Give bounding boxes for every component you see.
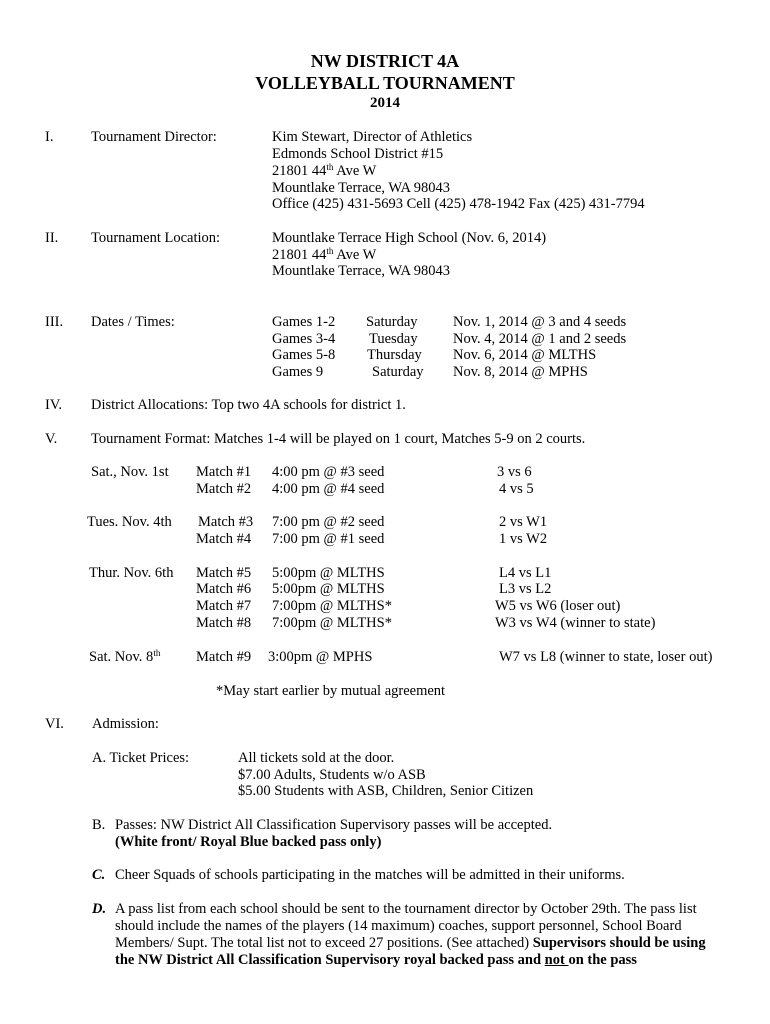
match-label: Match #6 [196, 581, 252, 597]
section-5-number: V. [45, 431, 58, 447]
match-label: Match #1 [196, 464, 252, 480]
director-name: Kim Stewart, Director of Athletics [272, 129, 473, 145]
match-pairing: 2 vs W1 [499, 514, 548, 530]
match-pairing: L3 vs L2 [499, 581, 552, 597]
ticket-prices-label: A. Ticket Prices: [92, 750, 190, 766]
match-label: Match #5 [196, 565, 252, 581]
director-district: Edmonds School District #15 [272, 146, 444, 162]
cheer-squads-text: Cheer Squads of schools participating in the matches will be admitted in their uniforms. [115, 867, 625, 883]
district-allocations: District Allocations: Top two 4A schools for district 1. [91, 397, 406, 413]
cheer-item-label: C. [92, 867, 106, 883]
match-pairing: 3 vs 6 [497, 464, 532, 480]
dates-row-date: Nov. 6, 2014 @ MLTHS [453, 347, 597, 363]
match-pairing: 4 vs 5 [499, 481, 534, 497]
location-street: 21801 44th Ave W [272, 246, 377, 263]
dates-row-day: Saturday [366, 314, 418, 330]
pass-list-item-label: D. [92, 901, 107, 917]
dates-row-date: Nov. 1, 2014 @ 3 and 4 seeds [453, 314, 627, 330]
tournament-location-label: Tournament Location: [91, 230, 221, 246]
dates-row-games: Games 9 [272, 364, 324, 380]
ticket-price-line: All tickets sold at the door. [238, 750, 395, 766]
document-subtitle: VOLLEYBALL TOURNAMENT [255, 73, 515, 93]
schedule-day-label: Sat., Nov. 1st [91, 464, 169, 480]
schedule-day-label: Tues. Nov. 4th [87, 514, 172, 530]
section-4-number: IV. [45, 397, 63, 413]
match-time: 5:00pm @ MLTHS [272, 581, 385, 597]
section-2-number: II. [45, 230, 59, 246]
match-label: Match #8 [196, 615, 252, 631]
match-label: Match #7 [196, 598, 252, 614]
dates-times-label: Dates / Times: [91, 314, 175, 330]
schedule-footnote: *May start earlier by mutual agreement [216, 683, 446, 699]
passes-item-label: B. [92, 817, 106, 833]
document-title: NW DISTRICT 4A [310, 51, 460, 71]
passes-bold-note: (White front/ Royal Blue backed pass only) [115, 834, 382, 850]
ticket-price-line: $5.00 Students with ASB, Children, Senior Citizen [238, 783, 534, 799]
location-city: Mountlake Terrace, WA 98043 [272, 263, 451, 279]
pass-list-paragraph: A pass list from each school should be sent to the tournament director by October 29th. The pass list should include the names of the players (14 maximum) coaches, support personnel, School Board Members/ Supt. The total list not to exceed 27 positions. (See attached) Supervisors should be using the NW District All Classification Supervisory royal backed pass and not on the pass [115, 901, 706, 968]
tournament-format: Tournament Format: Matches 1-4 will be played on 1 court, Matches 5-9 on 2 courts. [91, 431, 586, 447]
match-time: 5:00pm @ MLTHS [272, 565, 385, 581]
match-time: 3:00pm @ MPHS [268, 649, 373, 665]
match-label: Match #3 [198, 514, 254, 530]
match-label: Match #4 [196, 531, 252, 547]
dates-row-date: Nov. 8, 2014 @ MPHS [453, 364, 588, 380]
match-label: Match #9 [196, 649, 252, 665]
ticket-price-line: $7.00 Adults, Students w/o ASB [238, 767, 426, 783]
tournament-director-label: Tournament Director: [91, 129, 217, 145]
match-pairing: 1 vs W2 [499, 531, 548, 547]
section-1-number: I. [45, 129, 54, 145]
match-pairing: W5 vs W6 (loser out) [495, 598, 621, 614]
dates-row-date: Nov. 4, 2014 @ 1 and 2 seeds [453, 331, 627, 347]
section-6-number: VI. [45, 716, 64, 732]
match-time: 7:00pm @ MLTHS* [272, 615, 392, 631]
director-city: Mountlake Terrace, WA 98043 [272, 180, 451, 196]
match-label: Match #2 [196, 481, 252, 497]
passes-text: Passes: NW District All Classification Supervisory passes will be accepted. [115, 817, 553, 833]
dates-row-day: Thursday [367, 347, 422, 363]
director-phones: Office (425) 431-5693 Cell (425) 478-1942 Fax (425) 431-7794 [272, 196, 645, 212]
match-time: 4:00 pm @ #4 seed [272, 481, 385, 497]
section-3-number: III. [45, 314, 64, 330]
schedule-day-label: Sat. Nov. 8th [89, 648, 161, 665]
match-time: 7:00 pm @ #1 seed [272, 531, 385, 547]
document-year: 2014 [370, 95, 400, 111]
dates-row-games: Games 1-2 [272, 314, 336, 330]
dates-row-games: Games 3-4 [272, 331, 336, 347]
match-time: 7:00pm @ MLTHS* [272, 598, 392, 614]
dates-row-day: Tuesday [369, 331, 418, 347]
director-street: 21801 44th Ave W [272, 162, 377, 179]
match-time: 7:00 pm @ #2 seed [272, 514, 385, 530]
dates-row-day: Saturday [372, 364, 424, 380]
match-time: 4:00 pm @ #3 seed [272, 464, 385, 480]
match-pairing: W3 vs W4 (winner to state) [495, 615, 656, 631]
match-pairing: L4 vs L1 [499, 565, 552, 581]
location-school: Mountlake Terrace High School (Nov. 6, 2014) [272, 230, 547, 246]
dates-row-games: Games 5-8 [272, 347, 336, 363]
match-pairing: W7 vs L8 (winner to state, loser out) [499, 649, 713, 665]
schedule-day-label: Thur. Nov. 6th [89, 565, 174, 581]
admission-label: Admission: [92, 716, 159, 732]
